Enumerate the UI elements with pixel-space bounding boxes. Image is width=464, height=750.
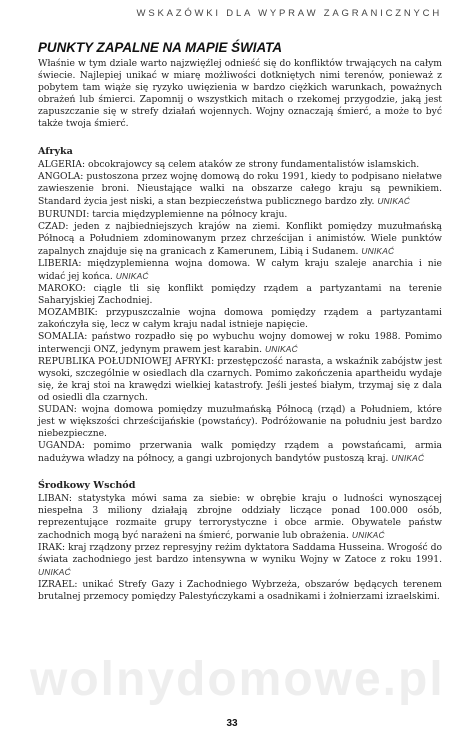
country-entry [38,404,442,440]
avoid-tag: UNIKAĆ [264,344,298,355]
avoid-tag: UNIKAĆ [351,529,385,540]
avoid-tag: UNIKAĆ [115,270,149,281]
entry-text: BURUNDI: tarcia międzyplemienne na północy kraju. [38,208,288,220]
running-header: WSKAZÓWKI DLA WYPRAW ZAGRANICZNYCH [136,8,442,19]
page-content [38,40,442,603]
country-entry [38,356,442,404]
entry-text: LIBAN: statystyka mówi sama za siebie: w obrębie kraju o ludności wynoszącej niespełna 3 miliony działają zbrojne oddziały liczące ponad 100.000 osób, reprezentujące rozmaite grupy terrorystyczne i obce armie. Obywatele państw zachodnich mogą być narażeni na śmierć, porwanie lub obrażenia. [38,492,442,541]
entry-text: IRAK: kraj rządzony przez represyjny reżim dyktatora Saddama Husseina. Wrogość do świata zachodniego jest bardzo intensywna w wyniku Wojny w Zatoce z roku 1991. [38,541,442,565]
country-entry [38,307,442,331]
entry-text: SUDAN: wojna domowa pomiędzy muzułmańską Północą (rząd) a Południem, które jest w większości chrześcijańskie (powstańcy). Podróżowanie na południu jest bardzo niebezpieczne. [38,404,442,440]
country-entry [38,283,442,307]
entry-text: MAROKO: ciągle tli się konflikt pomiędzy rządem a partyzantami na terenie Saharyjskiej Zachodniej. [38,282,442,306]
avoid-tag: UNIKAĆ [38,566,71,577]
entry-text: ALGERIA: obcokrajowcy są celem ataków ze strony fundamentalistów islamskich. [38,159,420,171]
page-number: 33 [226,718,238,729]
entry-text: UGANDA: pomimo przerwania walk pomiędzy rządem a powstańcami, armia nadużywa władzy na północy, a gangi uzbrojonych bandytów pustoszą kraj. [38,440,442,465]
entry-text: MOZAMBIK: przypuszczalnie wojna domowa pomiędzy rządem a partyzantami zakończyła się, lecz w całym kraju nadal istnieje napięcie. [38,306,442,330]
sections-container [38,146,442,603]
avoid-tag: UNIKAĆ [391,453,425,464]
country-entry [38,209,442,221]
avoid-tag: UNIKAĆ [361,245,395,256]
country-entry [38,221,442,258]
section-heading: Środkowy Wschód [38,479,136,491]
watermark: wolnydomowe.pl [30,653,445,706]
intro-paragraph: Właśnie w tym dziale warto najzwięźlej odnieść się do konfliktów trwających na całym świecie. Najlepiej unikać w miarę możliwości dotkniętych nimi terenów, ponieważ z pobytem tam wiąże się ryzyko uwięzienia w bardzo ciężkich warunkach, poważnych obrażeń lub śmierci. Zapomnij o wszystkich mitach o rzekomej przygodzie, jaką jest zapuszczanie się w strefy działań wojennych. Wojny oznaczają śmierć, a może to być także twoja śmierć. [38,58,442,130]
country-entry [38,258,442,283]
country-entry [38,542,442,579]
entry-text: LIBERIA: międzyplemienna wojna domowa. W całym kraju szaleje anarchia i nie widać jej końca. [38,257,442,282]
entry-text: SOMALIA: państwo rozpadło się po wybuchu wojny domowej w roku 1988. Pomimo interwencji ONZ, jedynym prawem jest karabin. [38,330,442,356]
entry-text: IZRAEL: unikać Strefy Gazy i Zachodniego Wybrzeża, obszarów będących terenem brutalnej przemocy pomiędzy Palestyńczykami a osadnikami i żołnierzami izraelskimi. [38,578,442,602]
entry-text: CZAD: jeden z najbiedniejszych krajów na ziemi. Konflikt pomiędzy muzułmańską Północą a Południem zdominowanym przez chrześcijan i animistów. Wiele punktów zapalnych znajduje się na granicach z Kamerunem, Libią i Sudanem. [38,220,442,257]
country-entry [38,171,442,208]
entry-text: ANGOLA: pustoszona przez wojnę domową do roku 1991, kiedy to podpisano niełatwe zawieszenie broni. Nieustające walki na obszarze całego kraju są pewnikiem. Standard życia jest niski, a stan bezpieczeństwa publicznego bardzo zły. [38,171,442,208]
entry-text: REPUBLIKA POŁUDNIOWEJ AFRYKI: przestępczość narasta, a wskaźnik zabójstw jest wysoki, szczególnie w osiedlach dla czarnych. Pomimo zakończenia apartheidu wydaje się, że kraj stoi na krawędzi wielkiej katastrofy. Jeśli jesteś białym, trzymaj się z dala od osiedli dla czarnych. [38,356,442,404]
country-entry [38,331,442,356]
avoid-tag: UNIKAĆ [377,196,411,207]
country-entry [38,579,442,603]
article-title: PUNKTY ZAPALNE NA MAPIE ŚWIATA [38,40,283,55]
country-entry [38,159,442,171]
country-entry [38,493,442,542]
country-entry [38,440,442,465]
section-heading: Afryka [38,146,73,158]
